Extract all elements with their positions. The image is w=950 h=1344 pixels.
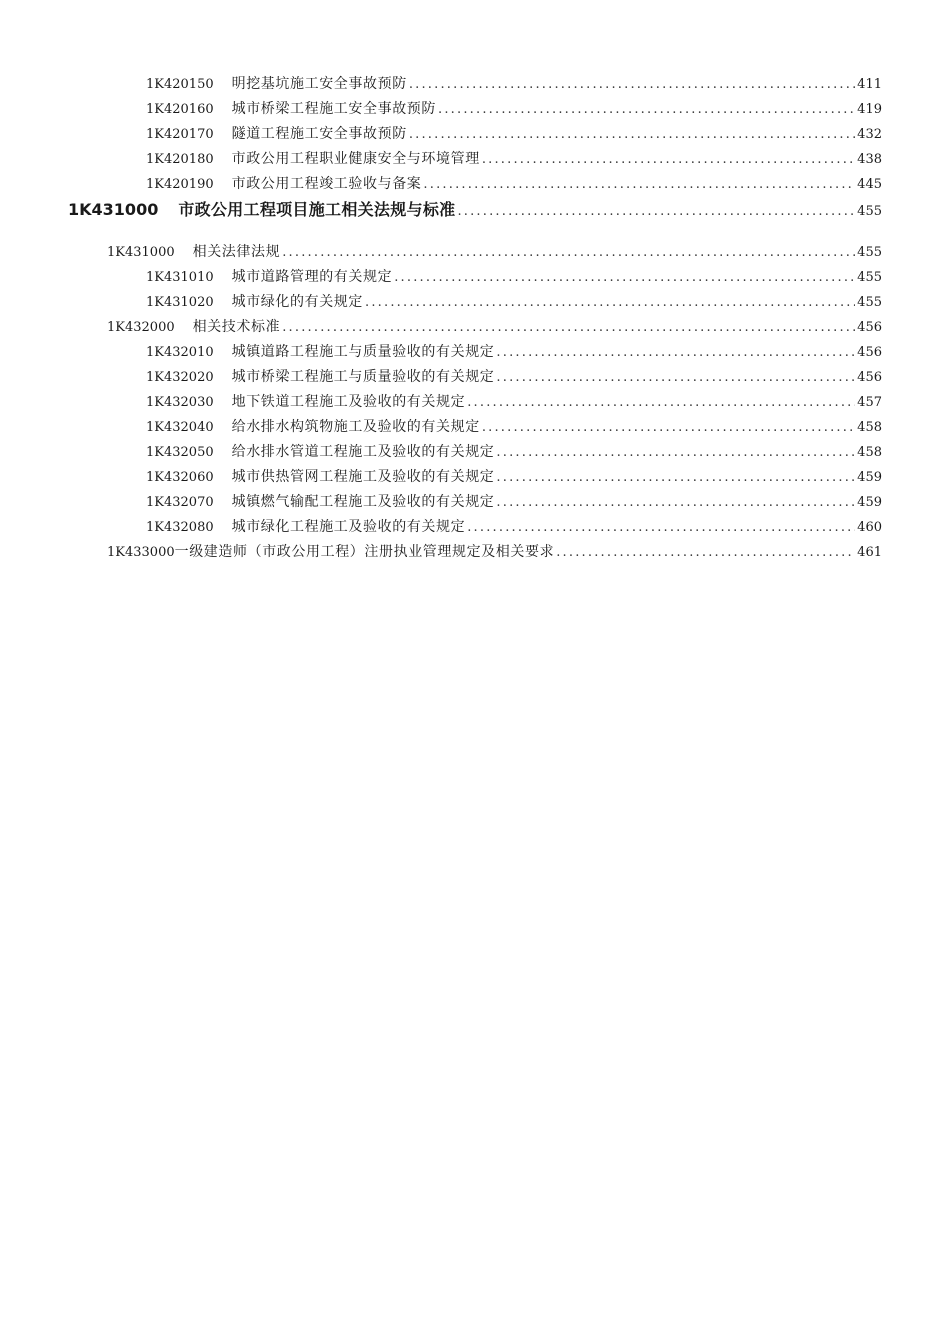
toc-entry-title: 城市桥梁工程施工安全事故预防 (231, 101, 437, 117)
toc-entry-1k420160-1[interactable] (0, 97, 950, 122)
toc-entry-page-number: 456 (857, 370, 882, 385)
toc-entry-page-number: 455 (857, 270, 882, 285)
toc-entry-title: 明挖基坑施工安全事故预防 (231, 76, 407, 92)
toc-dot-leader (409, 72, 855, 97)
toc-entry-1k432000-9[interactable] (0, 315, 950, 340)
toc-entry-title: 给水排水管道工程施工及验收的有关规定 (231, 444, 495, 460)
toc-entry-code: 1K432040 (146, 420, 214, 435)
toc-entry-code: 1K432060 (146, 470, 214, 485)
toc-entry-page-number: 456 (857, 320, 882, 335)
toc-dot-leader (457, 199, 855, 224)
toc-entry-code: 1K432000 (107, 320, 175, 335)
toc-entry-1k431020-8[interactable] (0, 290, 950, 315)
toc-entry-code: 1K420150 (146, 77, 214, 92)
toc-entry-page-number: 445 (857, 177, 882, 192)
toc-entry-code: 1K420190 (146, 177, 214, 192)
toc-dot-leader (467, 515, 855, 540)
toc-entry-title: 一级建造师（市政公用工程）注册执业管理规定及相关要求 (174, 544, 555, 560)
toc-entry-1k431010-7[interactable] (0, 265, 950, 290)
toc-entry-page-number: 455 (857, 245, 882, 260)
toc-entry-page-number: 458 (857, 445, 882, 460)
toc-entry-1k432060-15[interactable] (0, 465, 950, 490)
toc-entry-title: 相关法律法规 (192, 244, 281, 260)
toc-entry-page-number: 419 (857, 102, 882, 117)
toc-entry-page-number: 456 (857, 345, 882, 360)
toc-dot-leader (394, 265, 855, 290)
toc-dot-leader (556, 540, 855, 565)
toc-entry-code: 1K432080 (146, 520, 214, 535)
toc-entry-title: 城市道路管理的有关规定 (231, 269, 393, 285)
table-of-contents (0, 72, 950, 565)
toc-entry-title: 隧道工程施工安全事故预防 (231, 126, 407, 142)
toc-entry-page-number: 438 (857, 152, 882, 167)
toc-entry-title: 市政公用工程项目施工相关法规与标准 (178, 200, 456, 219)
toc-dot-leader (409, 122, 855, 147)
toc-dot-leader (365, 290, 855, 315)
toc-dot-leader (423, 172, 855, 197)
toc-entry-title: 城市供热管网工程施工及验收的有关规定 (231, 469, 495, 485)
toc-entry-1k432020-11[interactable] (0, 365, 950, 390)
toc-dot-leader (496, 365, 855, 390)
toc-dot-leader (282, 315, 855, 340)
toc-entry-title: 相关技术标准 (192, 319, 281, 335)
toc-entry-page-number: 457 (857, 395, 882, 410)
toc-entry-1k433000-18[interactable] (0, 540, 950, 565)
toc-entry-1k432010-10[interactable] (0, 340, 950, 365)
toc-entry-page-number: 459 (857, 495, 882, 510)
toc-entry-1k420150-0[interactable] (0, 72, 950, 97)
toc-dot-leader (496, 440, 855, 465)
toc-entry-code: 1K431000 (107, 245, 175, 260)
toc-entry-1k432050-14[interactable] (0, 440, 950, 465)
toc-entry-page-number: 459 (857, 470, 882, 485)
toc-dot-leader (496, 465, 855, 490)
toc-dot-leader (282, 240, 855, 265)
toc-entry-code: 1K432010 (146, 345, 214, 360)
toc-entry-page-number: 458 (857, 420, 882, 435)
toc-entry-page-number: 432 (857, 127, 882, 142)
toc-entry-title: 城镇燃气输配工程施工及验收的有关规定 (231, 494, 495, 510)
toc-entry-code: 1K420160 (146, 102, 214, 117)
toc-entry-code: 1K420170 (146, 127, 214, 142)
toc-entry-title: 城市绿化工程施工及验收的有关规定 (231, 519, 466, 535)
toc-entry-page-number: 460 (857, 520, 882, 535)
toc-entry-1k432030-12[interactable] (0, 390, 950, 415)
toc-entry-code: 1K431010 (146, 270, 214, 285)
toc-entry-code: 1K431020 (146, 295, 214, 310)
toc-entry-1k420190-4[interactable] (0, 172, 950, 197)
toc-entry-page-number: 455 (857, 295, 882, 310)
toc-entry-1k420170-2[interactable] (0, 122, 950, 147)
toc-entry-title: 城市绿化的有关规定 (231, 294, 364, 310)
toc-entry-code: 1K433000 (107, 545, 175, 560)
toc-entry-code: 1K432030 (146, 395, 214, 410)
toc-entry-1k432080-17[interactable] (0, 515, 950, 540)
toc-entry-code: 1K432070 (146, 495, 214, 510)
toc-entry-code: 1K432050 (146, 445, 214, 460)
toc-entry-page-number: 461 (857, 545, 882, 560)
toc-dot-leader (496, 340, 855, 365)
toc-dot-leader (467, 390, 855, 415)
toc-dot-leader (496, 490, 855, 515)
toc-entry-title: 城市桥梁工程施工与质量验收的有关规定 (231, 369, 495, 385)
toc-dot-leader (438, 97, 855, 122)
toc-entry-title: 地下铁道工程施工及验收的有关规定 (231, 394, 466, 410)
toc-entry-page-number: 411 (857, 77, 882, 92)
toc-dot-leader (482, 147, 855, 172)
toc-entry-1k431000-6[interactable] (0, 240, 950, 265)
toc-entry-title: 给水排水构筑物施工及验收的有关规定 (231, 419, 480, 435)
toc-dot-leader (482, 415, 855, 440)
toc-entry-title: 城镇道路工程施工与质量验收的有关规定 (231, 344, 495, 360)
toc-entry-page-number: 455 (857, 204, 882, 219)
toc-entry-1k420180-3[interactable] (0, 147, 950, 172)
toc-entry-1k432040-13[interactable] (0, 415, 950, 440)
toc-entry-code: 1K431000 (68, 200, 159, 219)
toc-entry-1k432070-16[interactable] (0, 490, 950, 515)
toc-entry-title: 市政公用工程竣工验收与备案 (231, 176, 422, 192)
toc-entry-code: 1K432020 (146, 370, 214, 385)
toc-entry-title: 市政公用工程职业健康安全与环境管理 (231, 151, 480, 167)
toc-entry-1k431000-5[interactable] (0, 197, 950, 222)
toc-entry-code: 1K420180 (146, 152, 214, 167)
